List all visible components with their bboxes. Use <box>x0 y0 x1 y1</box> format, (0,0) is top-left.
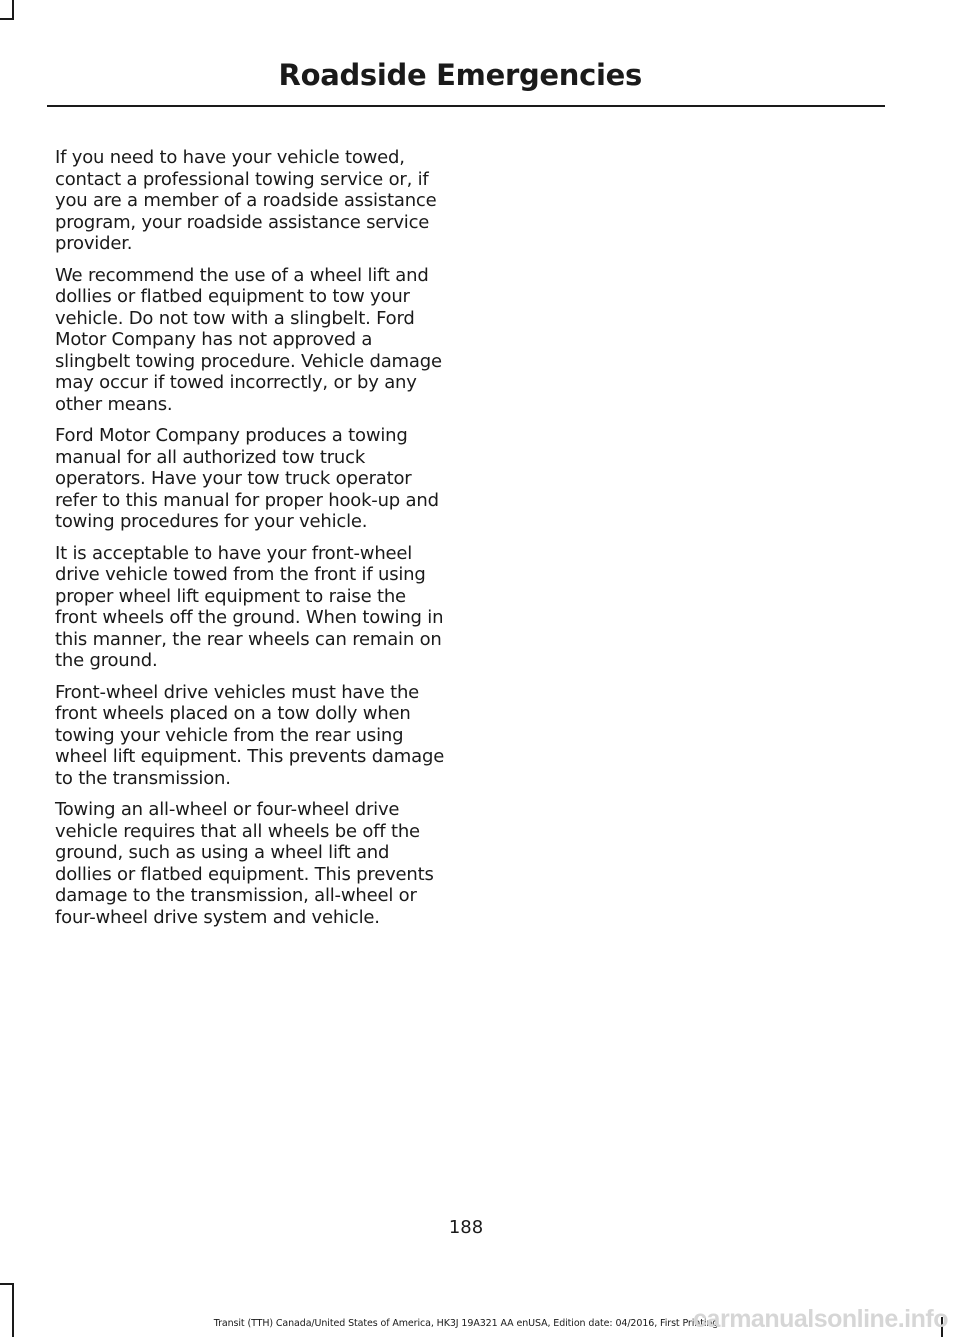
watermark: carmanualsonline.info <box>693 1305 948 1333</box>
page-number: 188 <box>448 1217 484 1238</box>
header-divider <box>47 105 885 107</box>
page-title <box>0 58 932 92</box>
paragraph: If you need to have your vehicle towed, contact a professional towing service or, if you are a member of a roadside assistance program, your roadside assistance service provider. <box>55 147 437 254</box>
paragraph: Front-wheel drive vehicles must have the front wheels placed on a tow dolly when towing your vehicle from the rear using wheel lift equipment. This prevents damage to the transmission. <box>55 681 445 789</box>
crop-mark-bottom-left-horizontal <box>0 1283 14 1285</box>
paragraph: We recommend the use of a wheel lift and dollies or flatbed equipment to tow your vehicle. Do not tow with a slingbelt. Ford Motor Company has not approved a slingbelt towing procedure. Vehicle damage may occur if towed incorrectly, or by any other means. <box>55 264 442 415</box>
crop-mark-top-left-vertical <box>12 0 14 20</box>
crop-mark-top-left-horizontal <box>0 18 14 20</box>
paragraph: Towing an all-wheel or four-wheel drive vehicle requires that all wheels be off the ground, such as using a wheel lift and dollies or flatbed equipment. This prevents damage to the transmission, all-wheel or four-wheel drive system and vehicle. <box>55 799 434 928</box>
edition-footer: Transit (TTH) Canada/United States of America, HK3J 19A321 AA enUSA, Edition date: 04/2016, First Printing <box>213 1318 719 1329</box>
paragraph: Ford Motor Company produces a towing manual for all authorized tow truck operators. Have your tow truck operator refer to this manual for proper hook-up and towing procedures for your vehicle. <box>55 425 439 532</box>
page-title-text: Roadside Emergencies <box>278 58 642 92</box>
body-text-column <box>55 147 450 938</box>
paragraph: It is acceptable to have your front-wheel drive vehicle towed from the front if using proper wheel lift equipment to raise the front wheels off the ground. When towing in this manner, the rear wheels can remain on the ground. <box>55 542 444 671</box>
